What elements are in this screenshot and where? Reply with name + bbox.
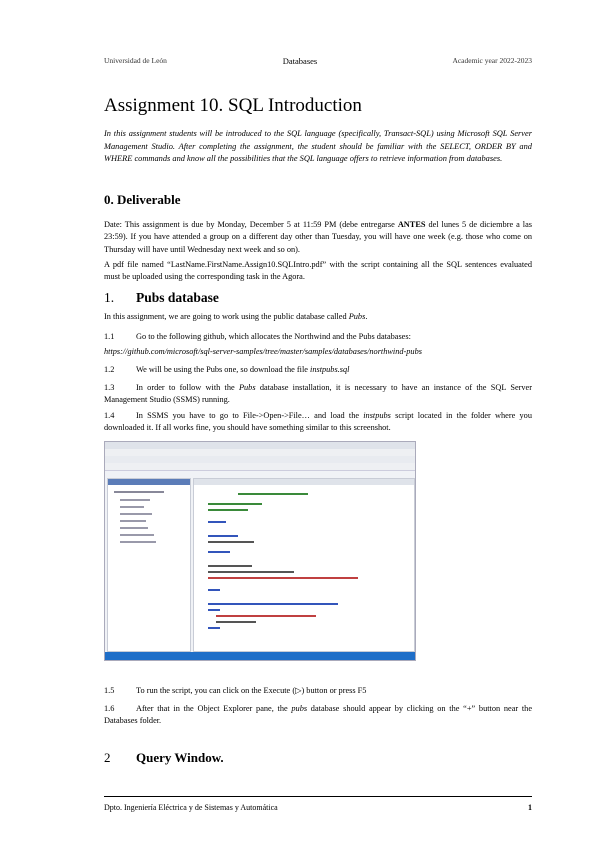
ssms-toolbar: [105, 456, 415, 463]
step-1-5: 1.5 To run the script, you can click on the Execute (▷) button or press F5: [104, 686, 367, 695]
step-1-6: 1.6 After that in the Object Explorer pane, the pubs database should appear by clicking on the “+” button near the Databases folder.: [104, 704, 532, 726]
github-url[interactable]: https://github.com/microsoft/sql-server-samples/tree/master/samples/databases/northwind-pubs: [104, 347, 422, 356]
step-1-1: 1.1 Go to the following github, which allocates the Northwind and the Pubs databases:: [104, 332, 411, 341]
deliverable-date-paragraph: Date: This assignment is due by Monday, December 5 at 11:59 PM (debe entregarse ANTES del lunes 5 de diciembre a las 23:59). If you have attended a group on a different day other than Tuesday, you will have one week (e.g. those who come on Thursday will have until Wednesday next week and so on).: [104, 220, 532, 254]
footer-department: Dpto. Ingeniería Eléctrica y de Sistemas y Automática: [104, 803, 278, 812]
ssms-toolbar-2: [105, 463, 415, 471]
section-query-window-heading: 2 Query Window.: [104, 750, 224, 765]
header-university: Universidad de León: [104, 56, 167, 65]
section-pubs-heading: 1. Pubs database: [104, 290, 219, 305]
section-deliverable-heading: 0. Deliverable: [104, 192, 181, 207]
ssms-titlebar: [105, 442, 415, 449]
deliverable-file-paragraph: A pdf file named “LastName.FirstName.Assign10.SQLIntro.pdf” with the script containing all the SQL sentences evaluated must be uploaded using the corresponding task in the Agora.: [104, 260, 532, 282]
page-title: Assignment 10. SQL Introduction: [104, 95, 362, 116]
pubs-intro: In this assignment, we are going to work using the public database called Pubs.: [104, 312, 368, 321]
abstract: In this assignment students will be introduced to the SQL language (specifically, Transact-SQL) using Microsoft SQL Server Management Studio. After completing the assignment, the student should be familiar with the SELECT, ORDER BY and WHERE commands and know all the possibilities that the SQL language offers to retrieve information from databases.: [104, 129, 532, 163]
header-course: Databases: [282, 56, 318, 66]
page-number: 1: [528, 803, 532, 812]
ssms-statusbar: [105, 652, 415, 660]
ssms-screenshot-image: [104, 441, 416, 661]
header-year: Academic year 2022-2023: [452, 56, 532, 65]
step-1-4: 1.4 In SSMS you have to go to File->Open->File… and load the instpubs script located in the folder where you downloaded it. If all works fine, you should have something similar to this screenshot.: [104, 411, 532, 433]
ssms-menubar: [105, 449, 415, 456]
object-explorer-pane: [107, 478, 191, 652]
footer-divider: [104, 796, 532, 797]
step-1-3: 1.3 In order to follow with the Pubs database installation, it is necessary to have an instance of the SQL Server Management Studio (SSMS) running.: [104, 383, 533, 405]
query-editor-pane: [193, 478, 415, 652]
step-1-2: 1.2 We will be using the Pubs one, so download the file instpubs.sql: [104, 365, 350, 374]
